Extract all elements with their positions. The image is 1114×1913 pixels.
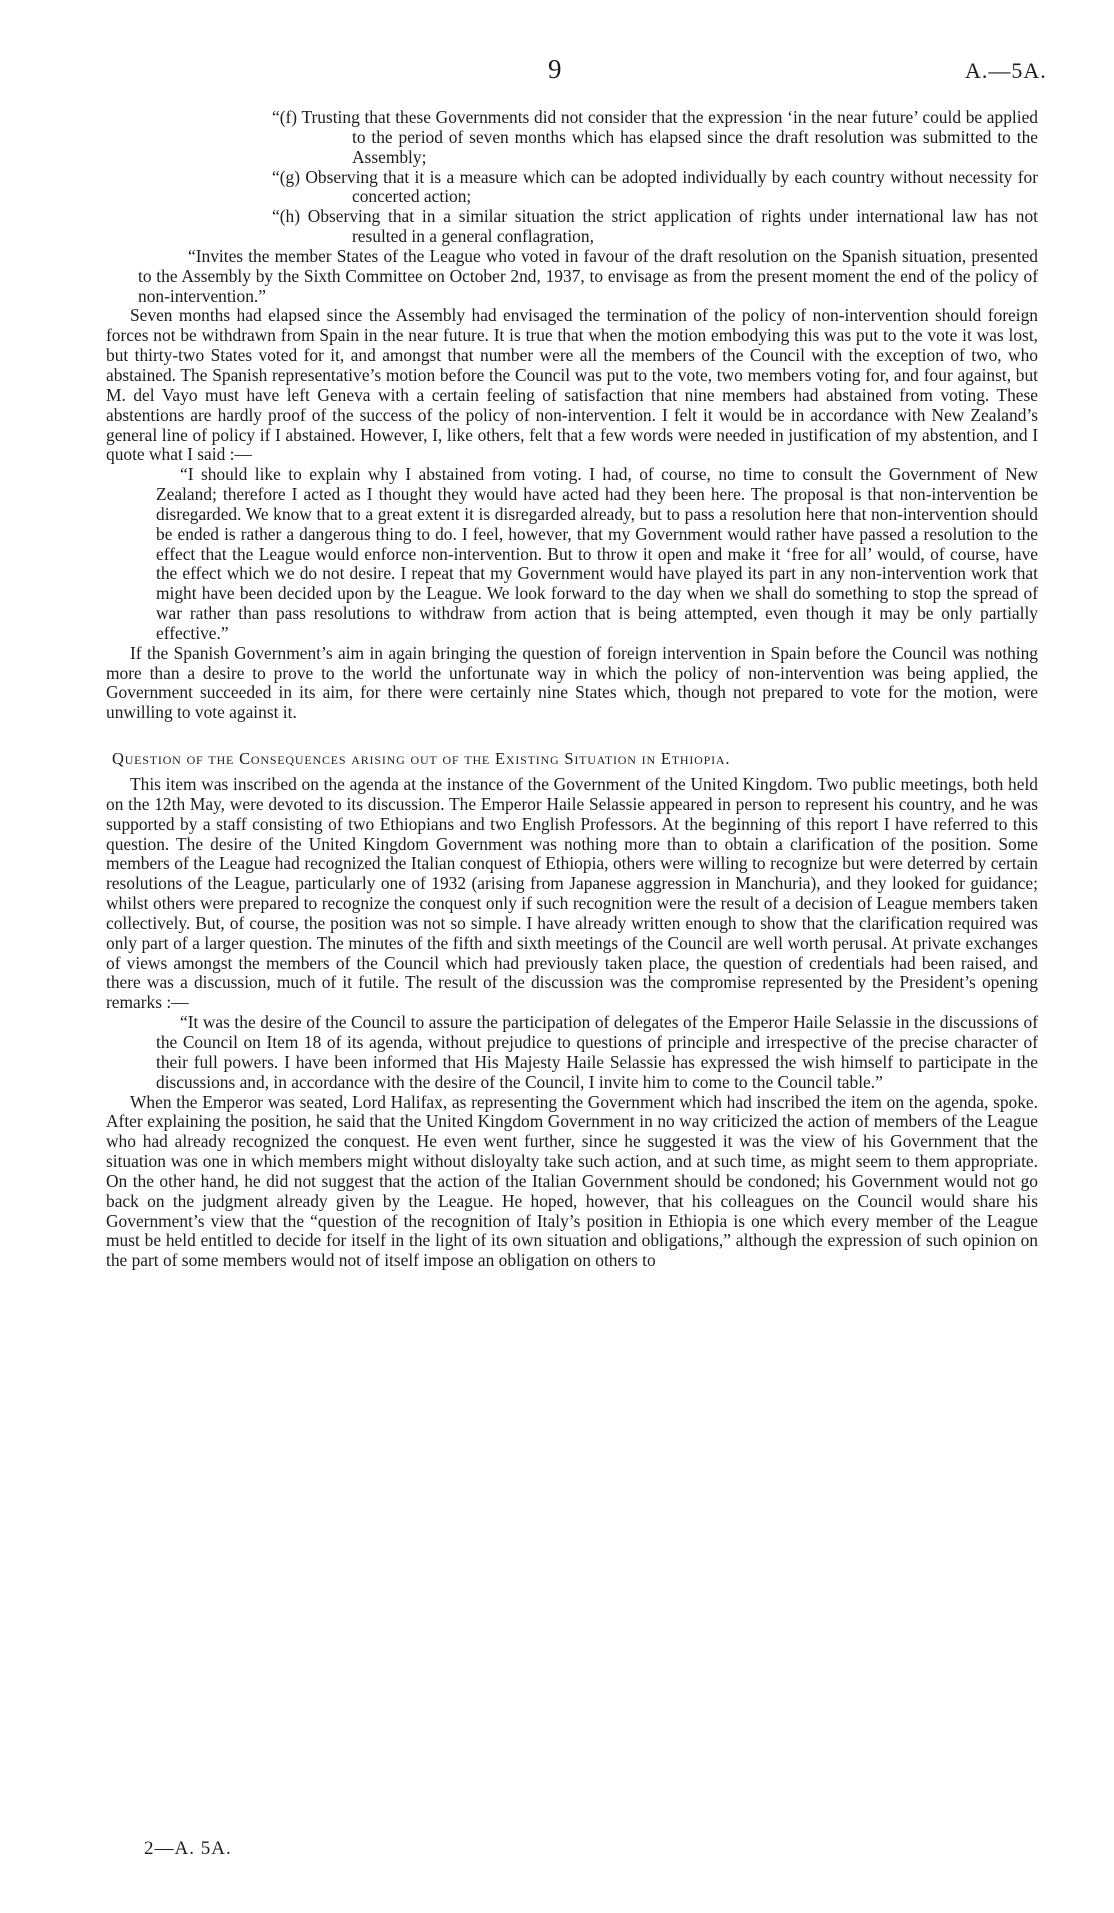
document-reference: A.—5A.	[965, 58, 1047, 83]
paragraph-ethiopia-item: This item was inscribed on the agenda at the instance of the Government of the United Kingdom. Two public meetings, both held on the 12th May, were devoted to its discussion. The Emperor Haile Selassie appeared in person to represent his country, and he was supported by a staff consisting of two Ethiopians and two English Professors. At the beginning of this report I have referred to this question. The desire of the United Kingdom Government was nothing more than to obtain a clarification of the position. Some members of the League had recognized the Italian conquest of Ethiopia, others were willing to recognize but were deterred by certain resolutions of the League, particularly one of 1932 (arising from Japanese aggression in Manchuria), and they looked for guidance; whilst others were prepared to recognize the conquest only if such recognition were the result of a decision of League members taken collectively. But, of course, the position was not so simple. I have already written enough to show that the clarification required was only part of a larger question. The minutes of the fifth and sixth meetings of the Council are well worth perusal. At private exchanges of views amongst the members of the Council which had previously taken place, the question of credentials had been raised, and there was a discussion, much of it futile. The result of the discussion was the compromise represented by the President’s opening remarks :—	[106, 774, 1038, 1013]
resolution-clause-h: “(h) Observing that in a similar situation the strict application of rights under international law has not resulted in a general conflagration,	[272, 206, 1038, 247]
section-heading-ethiopia: Question of the Consequences arising out of the Existing Situation in Ethiopia.	[112, 749, 731, 769]
resolution-clause-g: “(g) Observing that it is a measure which can be adopted individually by each country without necessity for concerted action;	[272, 166, 1038, 207]
document-body	[106, 108, 1038, 1271]
resolution-operative-text: “Invites the member States of the League who voted in favour of the draft resolution on the Spanish situation, presented to the Assembly by the Sixth Committee on October 2nd, 1937, to envisage as from the present moment the end of the policy of non-intervention.”	[138, 245, 1038, 306]
quote-president-remarks: “It was the desire of the Council to assure the participation of delegates of the Emperor Haile Selassie in the discussions of the Council on Item 18 of its agenda, without prejudice to questions of principle and irrespective of the precise character of their full powers. I have been informed that His Majesty Haile Selassie has expressed the wish himself to participate in the discussions and, in accordance with the desire of the Council, I invite him to come to the Council table.”	[156, 1012, 1038, 1092]
paragraph-lord-halifax: When the Emperor was seated, Lord Halifax, as representing the Government which had inscribed the item on the agenda, spoke. After explaining the position, he said that the United Kingdom Government in no way criticized the action of members of the League who had already recognized the conquest. He even went further, since he suggested it was the view of his Government that the situation was one in which members might without disloyalty take such action, and at such time, as might seem to them appropriate. On the other hand, he did not suggest that the action of the Italian Government should be condoned; his Government would not go back on the judgment already given by the League. He hoped, however, that his colleagues on the Council would share his Government’s view that the “question of the recognition of Italy’s position in Ethiopia is one which every member of the League must be held entitled to decide for itself in the light of its own situation and obligations,” although the expression of such opinion on the part of some members would not of itself impose an obligation on others to	[106, 1091, 1038, 1271]
resolution-clause-f: “(f) Trusting that these Governments did not consider that the expression ‘in the near future’ could be applied to the period of seven months which has elapsed since the draft resolution was submitted to the Assembly;	[272, 107, 1038, 167]
paragraph-abstention: Seven months had elapsed since the Assembly had envisaged the termination of the policy of non-intervention should foreign forces not be withdrawn from Spain in the near future. It is true that when the motion embodying this was put to the vote it was lost, but thirty-two States voted for it, and amongst that number were all the members of the Council with the exception of two, who abstained. The Spanish representative’s motion before the Council was put to the vote, two members voting for, and four against, but M. del Vayo must have left Geneva with a certain feeling of satisfaction that nine members had abstained from voting. These abstentions are hardly proof of the success of the policy of non-intervention. I felt it would be in accordance with New Zealand’s general line of policy if I abstained. However, I, like others, felt that a few words were needed in justification of my abstention, and I quote what I said :—	[106, 305, 1038, 465]
paragraph-spanish-aim: If the Spanish Government’s aim in again bringing the question of foreign intervention in Spain before the Council was nothing more than a desire to prove to the world the unfortunate way in which the policy of non-intervention was being applied, the Government succeeded in its aim, for there were certainly nine States which, though not prepared to vote for the motion, were unwilling to vote against it.	[106, 642, 1038, 723]
quote-abstention-speech: “I should like to explain why I abstained from voting. I had, of course, no time to consult the Government of New Zealand; therefore I acted as I thought they would have acted had they been here. The proposal is that non-intervention be disregarded. We know that to a great extent it is disregarded already, but to pass a resolution here that non-intervention should be ended is rather a dangerous thing to do. I feel, however, that my Government would rather have passed a resolution to the effect that the League would enforce non-intervention. But to throw it open and make it ‘free for all’ would, of course, have the effect which we do not desire. I repeat that my Government would have played its part in any non-intervention work that might have been decided upon by the League. We look forward to the day when we shall do something to stop the spread of war rather than pass resolutions to withdraw from action that is being attempted, even though it may be only partially effective.”	[156, 464, 1038, 643]
page-number: 9	[548, 54, 563, 84]
page-signature: 2—A. 5A.	[144, 1838, 232, 1859]
spacer	[106, 723, 1038, 749]
